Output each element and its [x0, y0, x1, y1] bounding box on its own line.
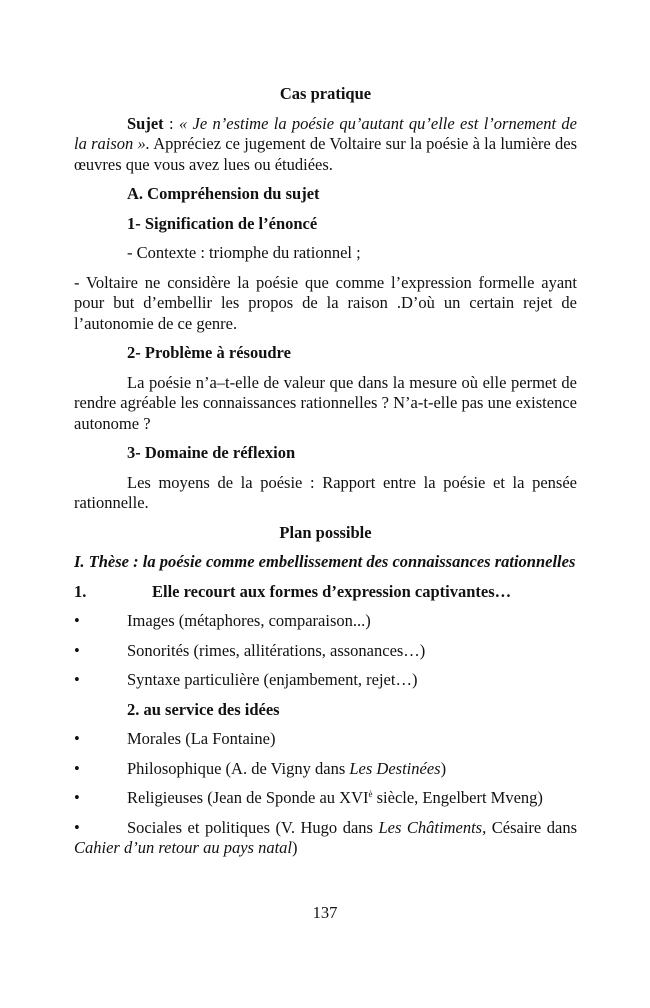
point-1-label: Elle recourt aux formes d’expression captivantes… [152, 581, 512, 601]
work-title: Les Destinées [349, 758, 441, 778]
bullet-icon: • [74, 758, 80, 778]
list-item-text: Syntaxe particulière (enjambement, rejet…) [127, 670, 418, 689]
plan-title: Plan possible [279, 522, 372, 542]
list-item-text: Images (métaphores, comparaison...) [127, 611, 371, 630]
work-title: Cahier d’un retour au pays natal [74, 838, 293, 857]
voltaire-quote: « Je n’estime la poésie qu’autant qu’elle est l’ornement de la raison ». [74, 113, 577, 153]
century-superscript: è [368, 789, 373, 799]
list-item [74, 788, 577, 809]
bullet-icon: • [74, 611, 80, 630]
page-number: 137 [312, 903, 338, 922]
list-item [74, 729, 577, 750]
point-1-heading [74, 582, 577, 603]
list-item-text: Sonorités (rimes, allitérations, assonances…) [127, 640, 426, 660]
work-title: Les Châtiments [378, 817, 483, 837]
subject-separator: : [163, 113, 179, 133]
signification-heading: 1- Signification de l’énoncé [127, 213, 318, 233]
bullet-icon: • [74, 788, 80, 807]
domaine-heading: 3- Domaine de réflexion [127, 443, 296, 462]
subject-instruction: Appréciez ce jugement de Voltaire sur la poésie à la lumière des œuvres que vous avez lues ou étudiées. [74, 134, 577, 174]
point-2-heading: 2. au service des idées [127, 699, 280, 719]
bullet-icon: • [74, 729, 80, 748]
list-item-text [127, 759, 577, 780]
these-heading: I. Thèse : la poésie comme embellissement des connaissances rationnelles [74, 552, 576, 571]
section-a-heading: A. Compréhension du sujet [127, 184, 320, 203]
soc-text: Sociales et politiques (V. Hugo dans [127, 817, 379, 837]
list-item-text: Morales (La Fontaine) [127, 729, 276, 748]
philo-close: ) [440, 758, 447, 778]
voltaire-paragraph: - Voltaire ne considère la poésie que comme l’expression formelle ayant pour but d’embellir les propos de la raison .D’où un certain rejet de l’autonomie de ce genre. [74, 272, 577, 333]
relig-rest: siècle, Engelbert Mveng) [372, 788, 543, 807]
list-item [74, 641, 577, 662]
bullet-icon: • [74, 670, 80, 689]
subject-label: Sujet [127, 113, 164, 133]
page-title: Cas pratique [279, 84, 372, 103]
list-item [74, 818, 577, 859]
bullet-icon: • [74, 640, 80, 660]
philo-text: Philosophique (A. de Vigny dans [127, 758, 350, 778]
page-content [74, 84, 577, 868]
list-item [74, 759, 577, 780]
domaine-paragraph: Les moyens de la poésie : Rapport entre la poésie et la pensée rationnelle. [74, 472, 577, 512]
point-1-number: 1. [74, 581, 87, 601]
probleme-heading: 2- Problème à résoudre [127, 343, 291, 362]
relig-text: Religieuses (Jean de Sponde au XVI [127, 788, 369, 807]
list-item [74, 611, 577, 632]
probleme-paragraph: La poésie n’a–t-elle de valeur que dans la mesure où elle permet de rendre agréable les connaissances rationnelles ? N’a-t-elle pas une existence autonome ? [74, 372, 577, 433]
bullet-icon: • [74, 817, 80, 837]
list-item-text [127, 788, 577, 809]
soc-mid: , Césaire dans [482, 817, 577, 837]
subject-paragraph [74, 114, 577, 176]
contexte-line: - Contexte : triomphe du rationnel ; [127, 243, 361, 262]
soc-close: ) [292, 838, 298, 857]
list-item [74, 670, 577, 691]
